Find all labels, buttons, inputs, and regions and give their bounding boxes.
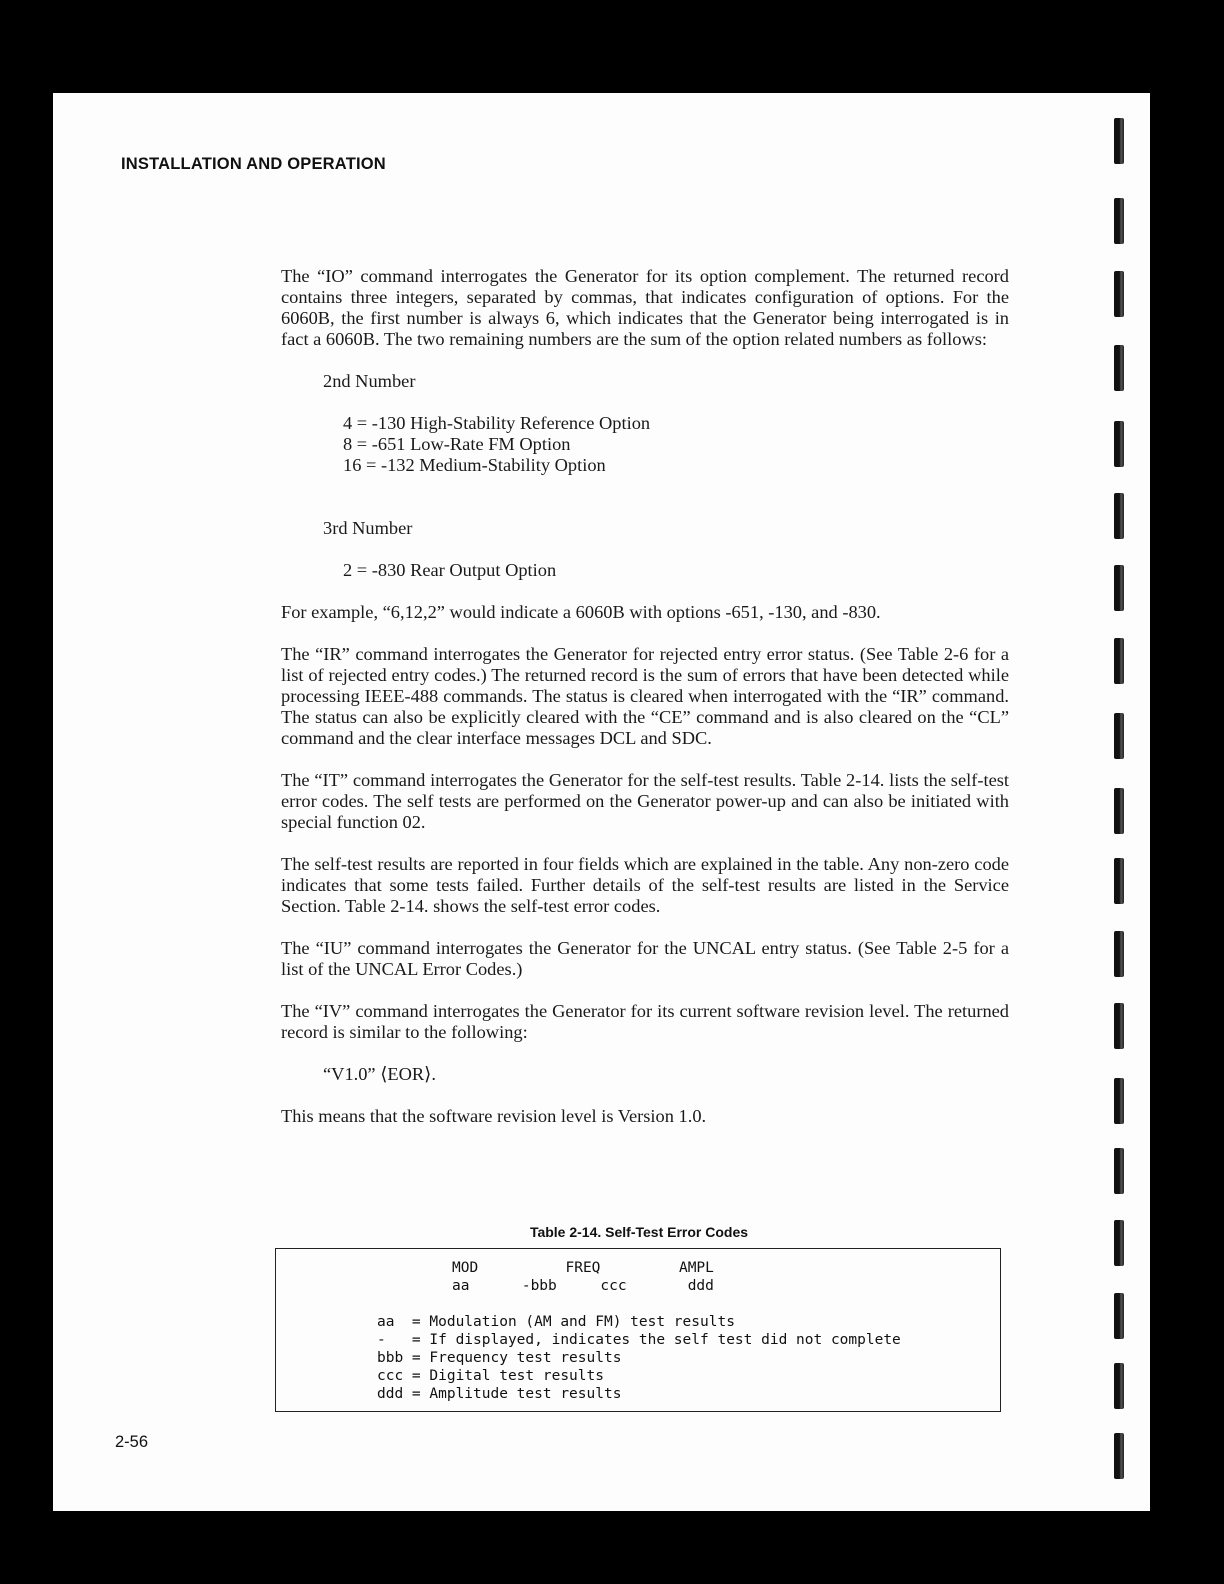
table-legend-row: ddd = Amplitude test results — [377, 1386, 622, 1402]
paragraph-it: The “IT” command interrogates the Generator for the self-test results. Table 2-14. lists the self-test error codes. The self tests are performed on the Generator power-up and can also be initiated with special function 02. — [281, 770, 1009, 832]
body-text — [281, 266, 1009, 1127]
table-legend-row: aa = Modulation (AM and FM) test results — [377, 1314, 735, 1330]
paragraph-iv: The “IV” command interrogates the Generator for its current software revision level. The returned record is similar to the following: — [281, 1001, 1009, 1042]
binder-tab-mark — [1114, 713, 1124, 759]
paragraph-iu: The “IU” command interrogates the Generator for the UNCAL entry status. (See Table 2-5 for a list of the UNCAL Error Codes.) — [281, 938, 1009, 979]
table-legend-row: bbb = Frequency test results — [377, 1350, 622, 1366]
binder-tab-mark — [1114, 271, 1124, 317]
paragraph-version: This means that the software revision level is Version 1.0. — [281, 1106, 707, 1126]
binder-tab-mark — [1114, 118, 1124, 164]
table-caption: Table 2-14. Self-Test Error Codes — [529, 1224, 749, 1240]
binder-tab-mark — [1114, 1363, 1124, 1409]
second-number-item: 8 = -651 Low-Rate FM Option — [343, 434, 571, 454]
second-number-label: 2nd Number — [323, 371, 416, 391]
document-page — [53, 93, 1150, 1511]
table-legend-row: - = If displayed, indicates the self test did not complete — [377, 1332, 901, 1348]
binder-tab-mark — [1114, 931, 1124, 977]
binder-tab-mark — [1114, 858, 1124, 904]
binder-tab-mark — [1114, 1148, 1124, 1194]
binder-tab-mark — [1114, 638, 1124, 684]
binder-tab-mark — [1114, 1433, 1124, 1479]
binder-tab-mark — [1114, 1078, 1124, 1124]
third-number-label: 3rd Number — [323, 518, 413, 538]
paragraph-io: The “IO” command interrogates the Generator for its option complement. The returned record contains three integers, separated by commas, that indicates configuration of options. For the 6060B, the first number is always 6, which indicates that the Generator being interrogated is in fact a 6060B. The two remaining numbers are the sum of the option related numbers as follows: — [281, 266, 1009, 349]
binder-tab-mark — [1114, 1293, 1124, 1339]
second-number-item: 4 = -130 High-Stability Reference Option — [343, 413, 651, 433]
binder-tab-mark — [1114, 1003, 1124, 1049]
second-number-item: 16 = -132 Medium-Stability Option — [343, 455, 606, 475]
table-legend-row: ccc = Digital test results — [377, 1368, 604, 1384]
binder-tab-mark — [1114, 198, 1124, 244]
page-number: 2-56 — [115, 1433, 149, 1451]
self-test-table — [275, 1248, 1001, 1412]
table-header-fields: MOD FREQ AMPL — [452, 1260, 714, 1276]
table-header-codes: aa -bbb ccc ddd — [452, 1278, 714, 1294]
binder-tab-mark — [1114, 421, 1124, 467]
binder-tab-mark — [1114, 493, 1124, 539]
binder-tab-mark — [1114, 1220, 1124, 1266]
binder-tab-mark — [1114, 345, 1124, 391]
third-number-item: 2 = -830 Rear Output Option — [343, 560, 557, 580]
paragraph-ir: The “IR” command interrogates the Generator for rejected entry error status. (See Table 2-6 for a list of rejected entry codes.) The returned record is the sum of errors that have been detected while processing IEEE-488 commands. The status is cleared when interrogated with the “IR” command. The status can also be explicitly cleared with the “CE” command and is also cleared on the “CL” command and the clear interface messages DCL and SDC. — [281, 644, 1009, 748]
paragraph-self-test: The self-test results are reported in four fields which are explained in the table. Any non-zero code indicates that some tests failed. Further details of the self-test results are listed in the Service Section. Table 2-14. shows the self-test error codes. — [281, 854, 1009, 916]
iv-example: “V1.0” ⟨EOR⟩. — [323, 1064, 436, 1084]
binder-tab-mark — [1114, 565, 1124, 611]
section-header: INSTALLATION AND OPERATION — [121, 155, 386, 173]
paragraph-example: For example, “6,12,2” would indicate a 6060B with options -651, -130, and -830. — [281, 602, 881, 622]
binder-tab-mark — [1114, 788, 1124, 834]
